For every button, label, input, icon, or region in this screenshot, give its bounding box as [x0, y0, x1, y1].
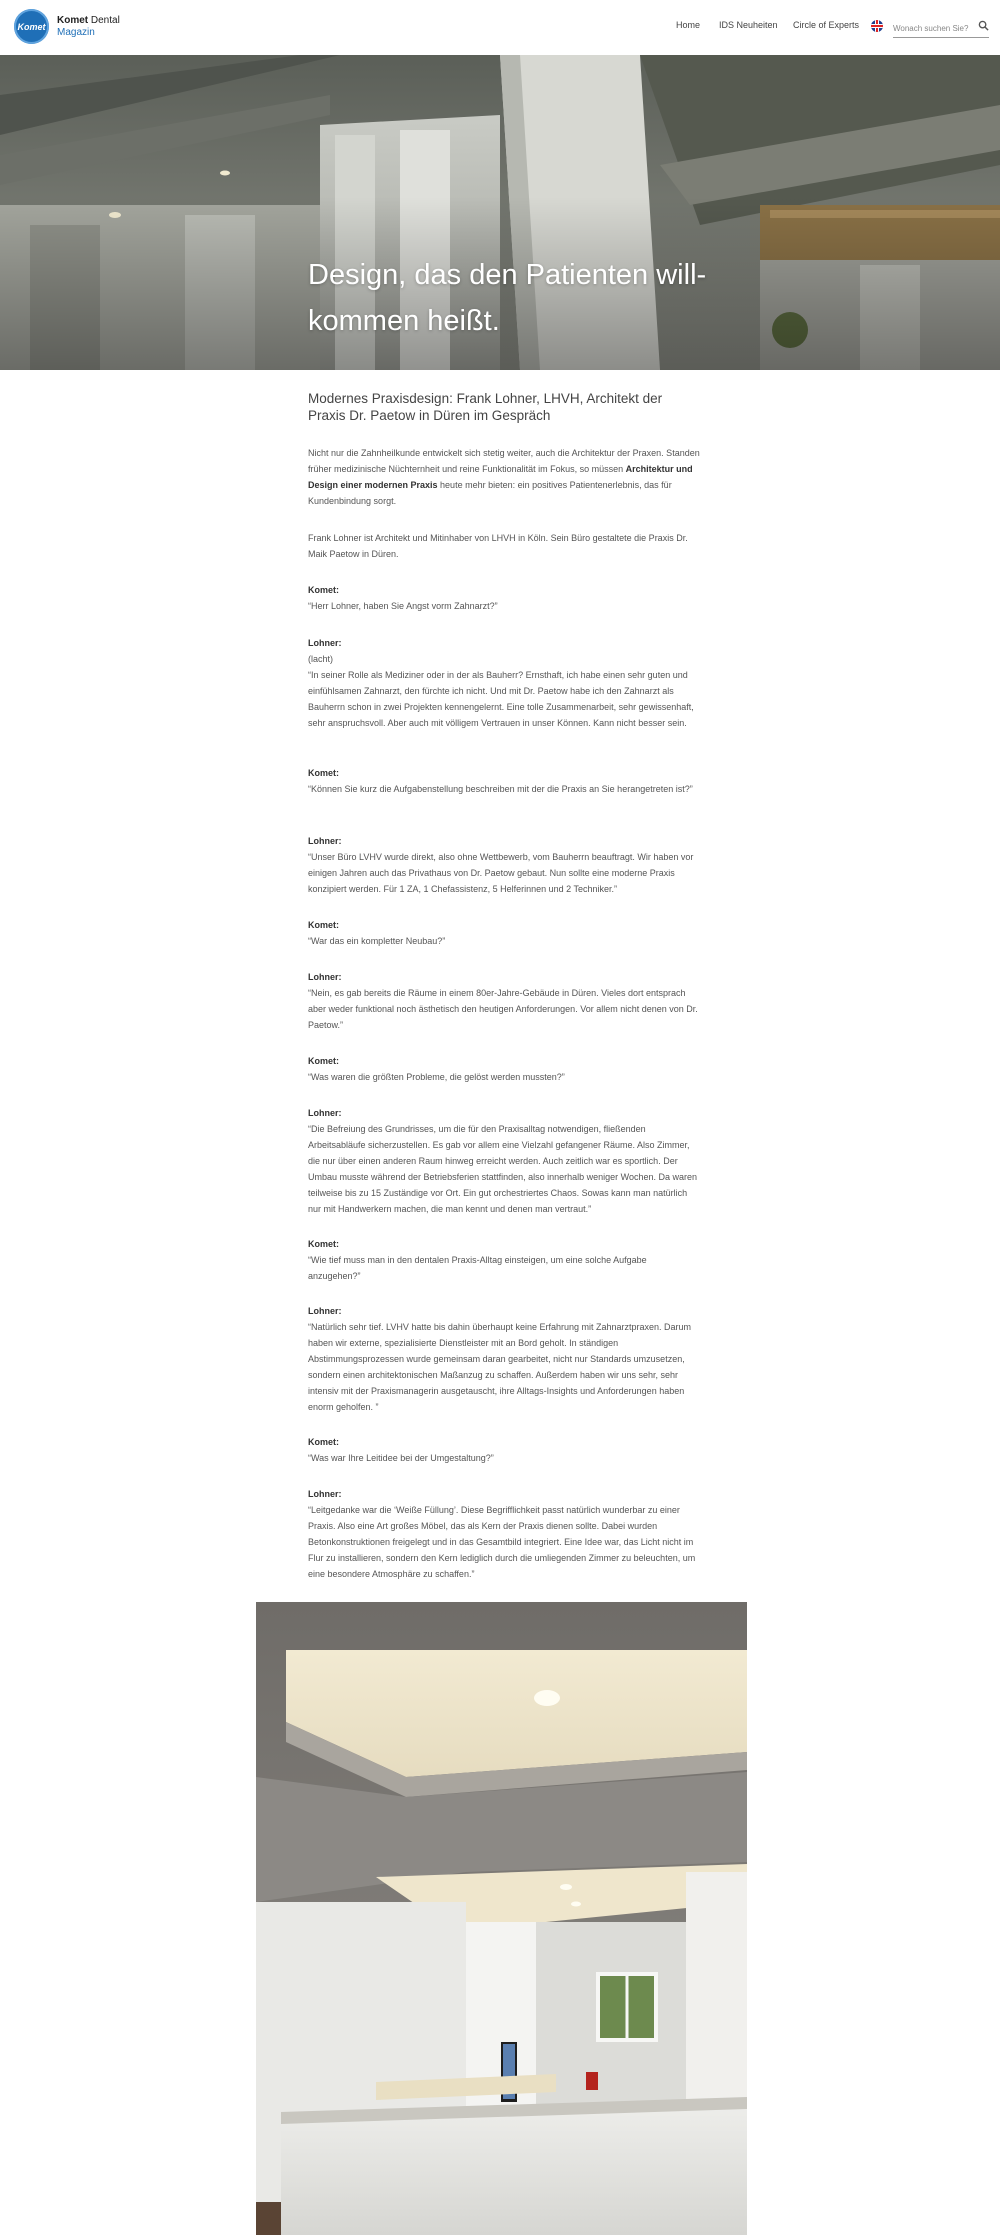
qa-speaker: Lohner:	[308, 836, 342, 846]
intro-text-2: heute mehr bieten: ein positives Patientenerlebnis, das für Kundenbindung sorgt.	[308, 480, 672, 506]
qa-block	[308, 1303, 700, 1415]
qa-text: “Leitgedanke war die ‘Weiße Füllung’. Diese Begrifflichkeit passt natürlich wunderbar zu einer Praxis. Also eine Art großes Möbel, das als Kern der Praxis dienen sollte. Dabei wurden Betonkonstruktionen freigelegt und in das Gesamtbild integriert. Eine Idee war, das Licht nicht im Flur zu installieren, sondern den Kern lediglich durch die umliegenden Zimmer zu beleuchten, um eine besondere Atmosphäre zu schaffen.”	[308, 1505, 696, 1579]
qa-text: “In seiner Rolle als Mediziner oder in der als Bauherr? Ernsthaft, ich habe einen sehr guten und einfühlsamen Zahnarzt, den fürchte ich nicht. Und mit Dr. Paetow habe ich den Zahnarzt als Bauherrn schon in zwei Projekten kennengelernt. Eine tolle Zusammenarbeit, sehr gewissenhaft, sehr anspruchsvoll. Aber auch mit völligem Vertrauen in unser Können. Kann nicht besser sein.	[308, 670, 694, 728]
qa-text: “Nein, es gab bereits die Räume in einem 80er-Jahre-Gebäude in Düren. Vieles dort entsprach aber weder funktional noch ästhetisch den heutigen Anforderungen. Vor allem nicht denen von Dr. Paetow.”	[308, 988, 698, 1030]
practice-interior-illustration	[256, 1602, 747, 2235]
qa-text: “Wie tief muss man in den dentalen Praxis-Alltag einsteigen, um eine solche Aufgabe anzugehen?”	[308, 1255, 647, 1281]
qa-block	[308, 765, 700, 797]
qa-block	[308, 1105, 700, 1217]
qa-block	[308, 1486, 700, 1582]
qa-text: “War das ein kompletter Neubau?”	[308, 936, 446, 946]
logo[interactable]	[14, 9, 120, 44]
nav-ids-neuheiten[interactable]: IDS Neuheiten	[719, 20, 778, 30]
qa-text: “Die Befreiung des Grundrisses, um die für den Praxisalltag notwendigen, fließenden Arbeitsabläufe sicherzustellen. Es gab vor allem eine Vielzahl gefangener Räume. Also Zimmer, die nur über einen anderen Raum hinweg erreicht werden. Auch zeitlich war es sportlich. Der Umbau musste während der Betriebsferien stattfinden, also innerhalb weniger Wochen. Da waren teilweise bis zu 15 Zuständige vor Ort. Ein gut orchestriertes Chaos. Sowas kann man natürlich nur mit Handwerkern machen, die man kennt und denen man vertraut.”	[308, 1124, 698, 1214]
qa-speaker: Komet:	[308, 585, 339, 595]
intro-paragraph	[308, 445, 700, 509]
qa-block	[308, 1053, 700, 1085]
logo-sub: Magazin	[57, 26, 95, 38]
qa-text: “Was war Ihre Leitidee bei der Umgestaltung?”	[308, 1453, 494, 1463]
qa-text: “Was waren die größten Probleme, die gelöst werden mussten?”	[308, 1072, 565, 1082]
search-box	[893, 18, 989, 38]
hero-image	[0, 55, 1000, 370]
logo-text	[57, 15, 120, 39]
qa-note: (lacht)	[308, 654, 334, 664]
search-input[interactable]	[893, 24, 973, 33]
qa-text: “Unser Büro LVHV wurde direkt, also ohne Wettbewerb, vom Bauherrn beauftragt. Wir haben vor einigen Jahren auch das Privathaus von Dr. Paetow gebaut. Nun sollte eine moderne Praxis konzipiert werden. Für 1 ZA, 1 Chefassistenz, 5 Helferinnen und 2 Techniker.”	[308, 852, 694, 894]
qa-speaker: Lohner:	[308, 1306, 342, 1316]
qa-text: “Können Sie kurz die Aufgabenstellung beschreiben mit der die Praxis an Sie herangetreten ist?”	[308, 784, 693, 794]
intro-text-1: Nicht nur die Zahnheilkunde entwickelt sich stetig weiter, auch die Architektur der Praxen. Standen früher medizinische Nüchternheit und reine Funktionalität im Fokus, so müssen	[308, 448, 700, 474]
intro-text-3: Frank Lohner ist Architekt und Mitinhaber von LHVH in Köln. Sein Büro gestaltete die Praxis Dr. Maik Paetow in Düren.	[308, 533, 688, 559]
qa-speaker: Komet:	[308, 1056, 339, 1066]
uk-flag-icon[interactable]	[871, 20, 883, 32]
article	[308, 390, 700, 438]
qa-block	[308, 1236, 700, 1284]
qa-block	[308, 582, 700, 614]
hero-title-line-2: kommen heißt.	[308, 305, 500, 337]
nav-home[interactable]: Home	[676, 20, 701, 30]
nav-circle-of-experts[interactable]: Circle of Experts	[793, 20, 860, 30]
qa-speaker: Komet:	[308, 1239, 339, 1249]
qa-block	[308, 833, 700, 897]
qa-speaker: Komet:	[308, 768, 339, 778]
qa-block	[308, 635, 700, 731]
hero-title-line-1: Design, das den Patienten will-	[308, 259, 707, 291]
qa-speaker: Lohner:	[308, 1108, 342, 1118]
logo-badge: Komet	[14, 9, 49, 44]
qa-speaker: Lohner:	[308, 638, 342, 648]
article-subtitle: Modernes Praxisdesign: Frank Lohner, LHVH, Architekt der Praxis Dr. Paetow in Düren im Gespräch	[308, 391, 663, 423]
intro-paragraph-2	[308, 530, 700, 562]
logo-brand-bold: Komet	[57, 14, 89, 26]
hero-title	[308, 252, 708, 344]
qa-text: “Herr Lohner, haben Sie Angst vorm Zahnarzt?”	[308, 601, 498, 611]
qa-block	[308, 917, 700, 949]
intro-text-bold: Architektur und Design einer modernen Praxis	[308, 464, 693, 490]
qa-text: “Natürlich sehr tief. LVHV hatte bis dahin überhaupt keine Erfahrung mit Zahnarztpraxen. Darum haben wir externe, spezialisierte Dienstleister mit an Bord geholt. In ständigen Abstimmungsprozessen wurde gemeinsam daran gearbeitet, nicht nur Standards umzusetzen, sondern einen architektonischen Maßanzug zu schaffen. Außerdem haben wir uns sehr, sehr intensiv mit der Praxismanagerin ausgetauscht, ihre Alltags-Insights und Anforderungen haben enorm geholfen. ”	[308, 1322, 692, 1412]
qa-speaker: Lohner:	[308, 972, 342, 982]
qa-speaker: Komet:	[308, 920, 339, 930]
qa-block	[308, 1434, 700, 1466]
site-header	[0, 0, 1000, 55]
logo-brand-rest: Dental	[88, 14, 120, 26]
qa-speaker: Lohner:	[308, 1489, 342, 1499]
qa-speaker: Komet:	[308, 1437, 339, 1447]
search-icon[interactable]	[978, 20, 989, 31]
practice-interior-photo	[256, 1602, 747, 2235]
qa-block	[308, 969, 700, 1033]
